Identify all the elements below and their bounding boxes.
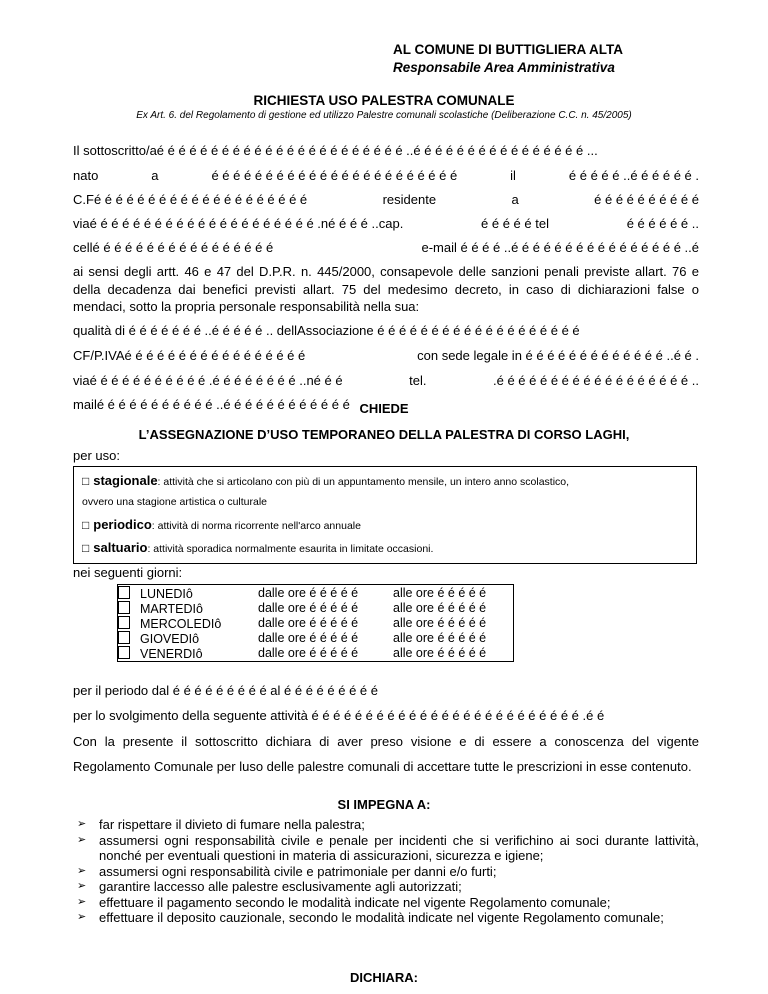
day-from-field[interactable]: dalle ore é é é é é	[258, 601, 359, 615]
fiscal-code-field[interactable]: C.Fé é é é é é é é é é é é é é é é é é é é	[73, 192, 308, 207]
label-nato: nato	[73, 168, 99, 183]
period-line[interactable]: per il periodo dal é é é é é é é é é al é é é é é é é é é	[73, 683, 378, 698]
applicant-birth-line	[73, 168, 699, 183]
usage-seasonal[interactable]	[82, 473, 569, 488]
association-line-3	[73, 373, 699, 388]
label-a: a	[151, 168, 159, 183]
day-name: MARTEDIô	[140, 602, 203, 616]
declaration-intro: ai sensi degli artt. 46 e 47 del D.P.R. n. 445/2000, consapevole delle sanzioni penali previste allart. 76 e della decadenza dai benefici previsti allart. 75 del medesimo decreto, in caso di dichiarazioni false o mendaci, sotto la propria personale responsabilità nella sua:	[73, 264, 699, 314]
commitments-list	[77, 817, 699, 926]
recipient: AL COMUNE DI BUTTIGLIERA ALTA	[393, 42, 623, 57]
association-seat-field[interactable]: con sede legale in é é é é é é é é é é é é é ..é é .	[417, 348, 699, 363]
usage-seasonal-label: stagionale	[93, 473, 158, 488]
applicant-cf-line	[73, 192, 699, 207]
residence-field[interactable]: é é é é é é é é é é	[594, 192, 699, 207]
day-from-field[interactable]: dalle ore é é é é é	[258, 646, 359, 660]
day-name: VENERDIô	[140, 647, 203, 661]
usage-occasional-text: : attività sporadica normalmente esaurita in limitate occasioni.	[147, 543, 434, 555]
list-item: ➢ assumersi ogni responsabilità civile e patrimoniale per danni e/o furti;	[77, 863, 497, 879]
birthdate-field[interactable]: é é é é é ..é é é é é é .	[568, 168, 699, 183]
list-item: ➢ far rispettare il divieto di fumare nella palestra;	[77, 817, 365, 832]
day-checkbox[interactable]	[118, 616, 130, 629]
day-checkbox[interactable]	[118, 631, 130, 644]
arrow-bullet-icon: ➢	[77, 818, 87, 830]
days-intro: nei seguenti giorni:	[73, 565, 183, 580]
usage-occasional[interactable]	[82, 540, 433, 555]
label-tel: tel.	[409, 373, 427, 388]
day-to-field[interactable]: alle ore é é é é é	[393, 616, 487, 630]
association-address-field[interactable]: viaé é é é é é é é é é é .é é é é é é é é ..né é é	[73, 373, 343, 388]
checkbox-icon[interactable]: □	[82, 541, 90, 555]
usage-periodic-label: periodico	[93, 517, 152, 532]
label-a: a	[511, 192, 519, 207]
day-row[interactable]	[118, 646, 203, 661]
association-line-1	[73, 323, 699, 338]
arrow-bullet-icon: ➢	[77, 895, 87, 908]
mobile-field[interactable]: cellé é é é é é é é é é é é é é é é é	[73, 240, 274, 255]
birthplace-field[interactable]: é é é é é é é é é é é é é é é é é é é é é é é	[211, 168, 458, 183]
applicant-name-line	[73, 143, 699, 158]
day-from-field[interactable]: dalle ore é é é é é	[258, 586, 359, 600]
consent-paragraph: Con la presente il sottoscritto dichiara di aver preso visione e di essere a conoscenza del vigente Regolamento Comunale per luso delle palestre comunali di accettare tutte le prescrizioni in esse contenuto.	[73, 734, 699, 774]
days-box	[117, 584, 514, 662]
applicant-name-field[interactable]: Il sottoscritto/aé é é é é é é é é é é é é é é é é é é é é é é ..é é é é é é é é é é é é é é é é ...	[73, 143, 598, 158]
usage-seasonal-text: : attività che si articolano con più di un appuntamento mensile, un intero anno scolastico,	[157, 476, 570, 488]
form-subtitle: Ex Art. 6. del Regolamento di gestione ed utilizzo Palestre comunali scolastiche (Deliberazione C.C. n. 45/2005)	[136, 110, 632, 121]
association-vat-field[interactable]: CF/P.IVAé é é é é é é é é é é é é é é é é	[73, 348, 306, 363]
list-item: ➢ assumersi ogni responsabilità civile e penale per incidenti che si verifichino ai soci durante lattività, nonché per eventuali questioni in materia di assicurazioni, sicurezza e igiene;	[77, 832, 699, 863]
day-to-field[interactable]: alle ore é é é é é	[393, 601, 487, 615]
tel-value[interactable]: é é é é é é ..	[626, 216, 699, 231]
arrow-bullet-icon: ➢	[77, 880, 87, 892]
email-field[interactable]: e-mail é é é é ..é é é é é é é é é é é é é é é é ..é	[421, 240, 699, 255]
checkbox-icon[interactable]: □	[82, 518, 90, 532]
usage-seasonal-continuation: ovvero una stagione artistica o culturale	[82, 496, 268, 508]
label-il: il	[510, 168, 516, 183]
arrow-bullet-icon: ➢	[77, 911, 87, 923]
day-checkbox[interactable]	[118, 586, 130, 599]
usage-periodic-text: : attività di norma ricorrente nell'arco annuale	[151, 520, 361, 532]
day-name: LUNEDIô	[140, 587, 193, 601]
day-row[interactable]	[118, 586, 193, 601]
address-field[interactable]: viaé é é é é é é é é é é é é é é é é é é é é .né é é é ..cap.	[73, 216, 404, 231]
arrow-bullet-icon: ➢	[77, 864, 87, 877]
activity-line[interactable]: per lo svolgimento della seguente attività é é é é é é é é é é é é é é é é é é é é é é é é é .é é	[73, 708, 605, 723]
day-to-field[interactable]: alle ore é é é é é	[393, 586, 487, 600]
day-from-field[interactable]: dalle ore é é é é é	[258, 631, 359, 645]
day-to-field[interactable]: alle ore é é é é é	[393, 646, 487, 660]
association-mail-field[interactable]: mailé é é é é é é é é é é ..é é é é é é é é é é é é	[73, 397, 350, 412]
day-row[interactable]	[118, 631, 199, 646]
usage-occasional-label: saltuario	[93, 540, 148, 555]
association-role-field[interactable]: qualità di é é é é é é é ..é é é é é .. dellAssociazione é é é é é é é é é é é é é é é é é é é	[73, 323, 580, 338]
assignment-heading: L’ASSEGNAZIONE D’USO TEMPORANEO DELLA PALESTRA DI CORSO LAGHI,	[138, 427, 630, 442]
office: Responsabile Area Amministrativa	[393, 60, 615, 75]
applicant-contacts-line	[73, 240, 699, 255]
usage-options-box	[73, 466, 697, 564]
day-to-field[interactable]: alle ore é é é é é	[393, 631, 487, 645]
label-residente: residente	[382, 192, 437, 207]
applicant-address-line	[73, 216, 699, 231]
dichiara-heading: DICHIARA:	[350, 970, 418, 985]
per-uso-label: per uso:	[73, 448, 120, 463]
checkbox-icon[interactable]: □	[82, 474, 90, 488]
chiede-heading: CHIEDE	[359, 401, 409, 416]
form-title: RICHIESTA USO PALESTRA COMUNALE	[253, 93, 515, 108]
day-name: MERCOLEDIô	[140, 617, 222, 631]
list-item: ➢ effettuare il pagamento secondo le modalità indicate nel vigente Regolamento comunale;	[77, 894, 611, 910]
si-impegna-heading: SI IMPEGNA A:	[337, 797, 431, 812]
day-name: GIOVEDIô	[140, 632, 200, 646]
association-tel-field[interactable]: .é é é é é é é é é é é é é é é é é é ..	[493, 373, 699, 388]
day-row[interactable]	[118, 616, 221, 631]
day-checkbox[interactable]	[118, 601, 130, 614]
usage-periodic[interactable]	[82, 517, 361, 532]
day-from-field[interactable]: dalle ore é é é é é	[258, 616, 359, 630]
day-checkbox[interactable]	[118, 646, 130, 659]
tel-field[interactable]: é é é é é tel	[481, 216, 549, 231]
list-item: ➢ garantire laccesso alle palestre esclusivamente agli autorizzati;	[77, 879, 462, 894]
arrow-bullet-icon: ➢	[77, 833, 87, 846]
list-item: ➢ effettuare il deposito cauzionale, secondo le modalità indicate nel vigente Regolamento comunale;	[77, 910, 664, 925]
day-row[interactable]	[118, 601, 203, 616]
association-line-2	[73, 348, 699, 363]
